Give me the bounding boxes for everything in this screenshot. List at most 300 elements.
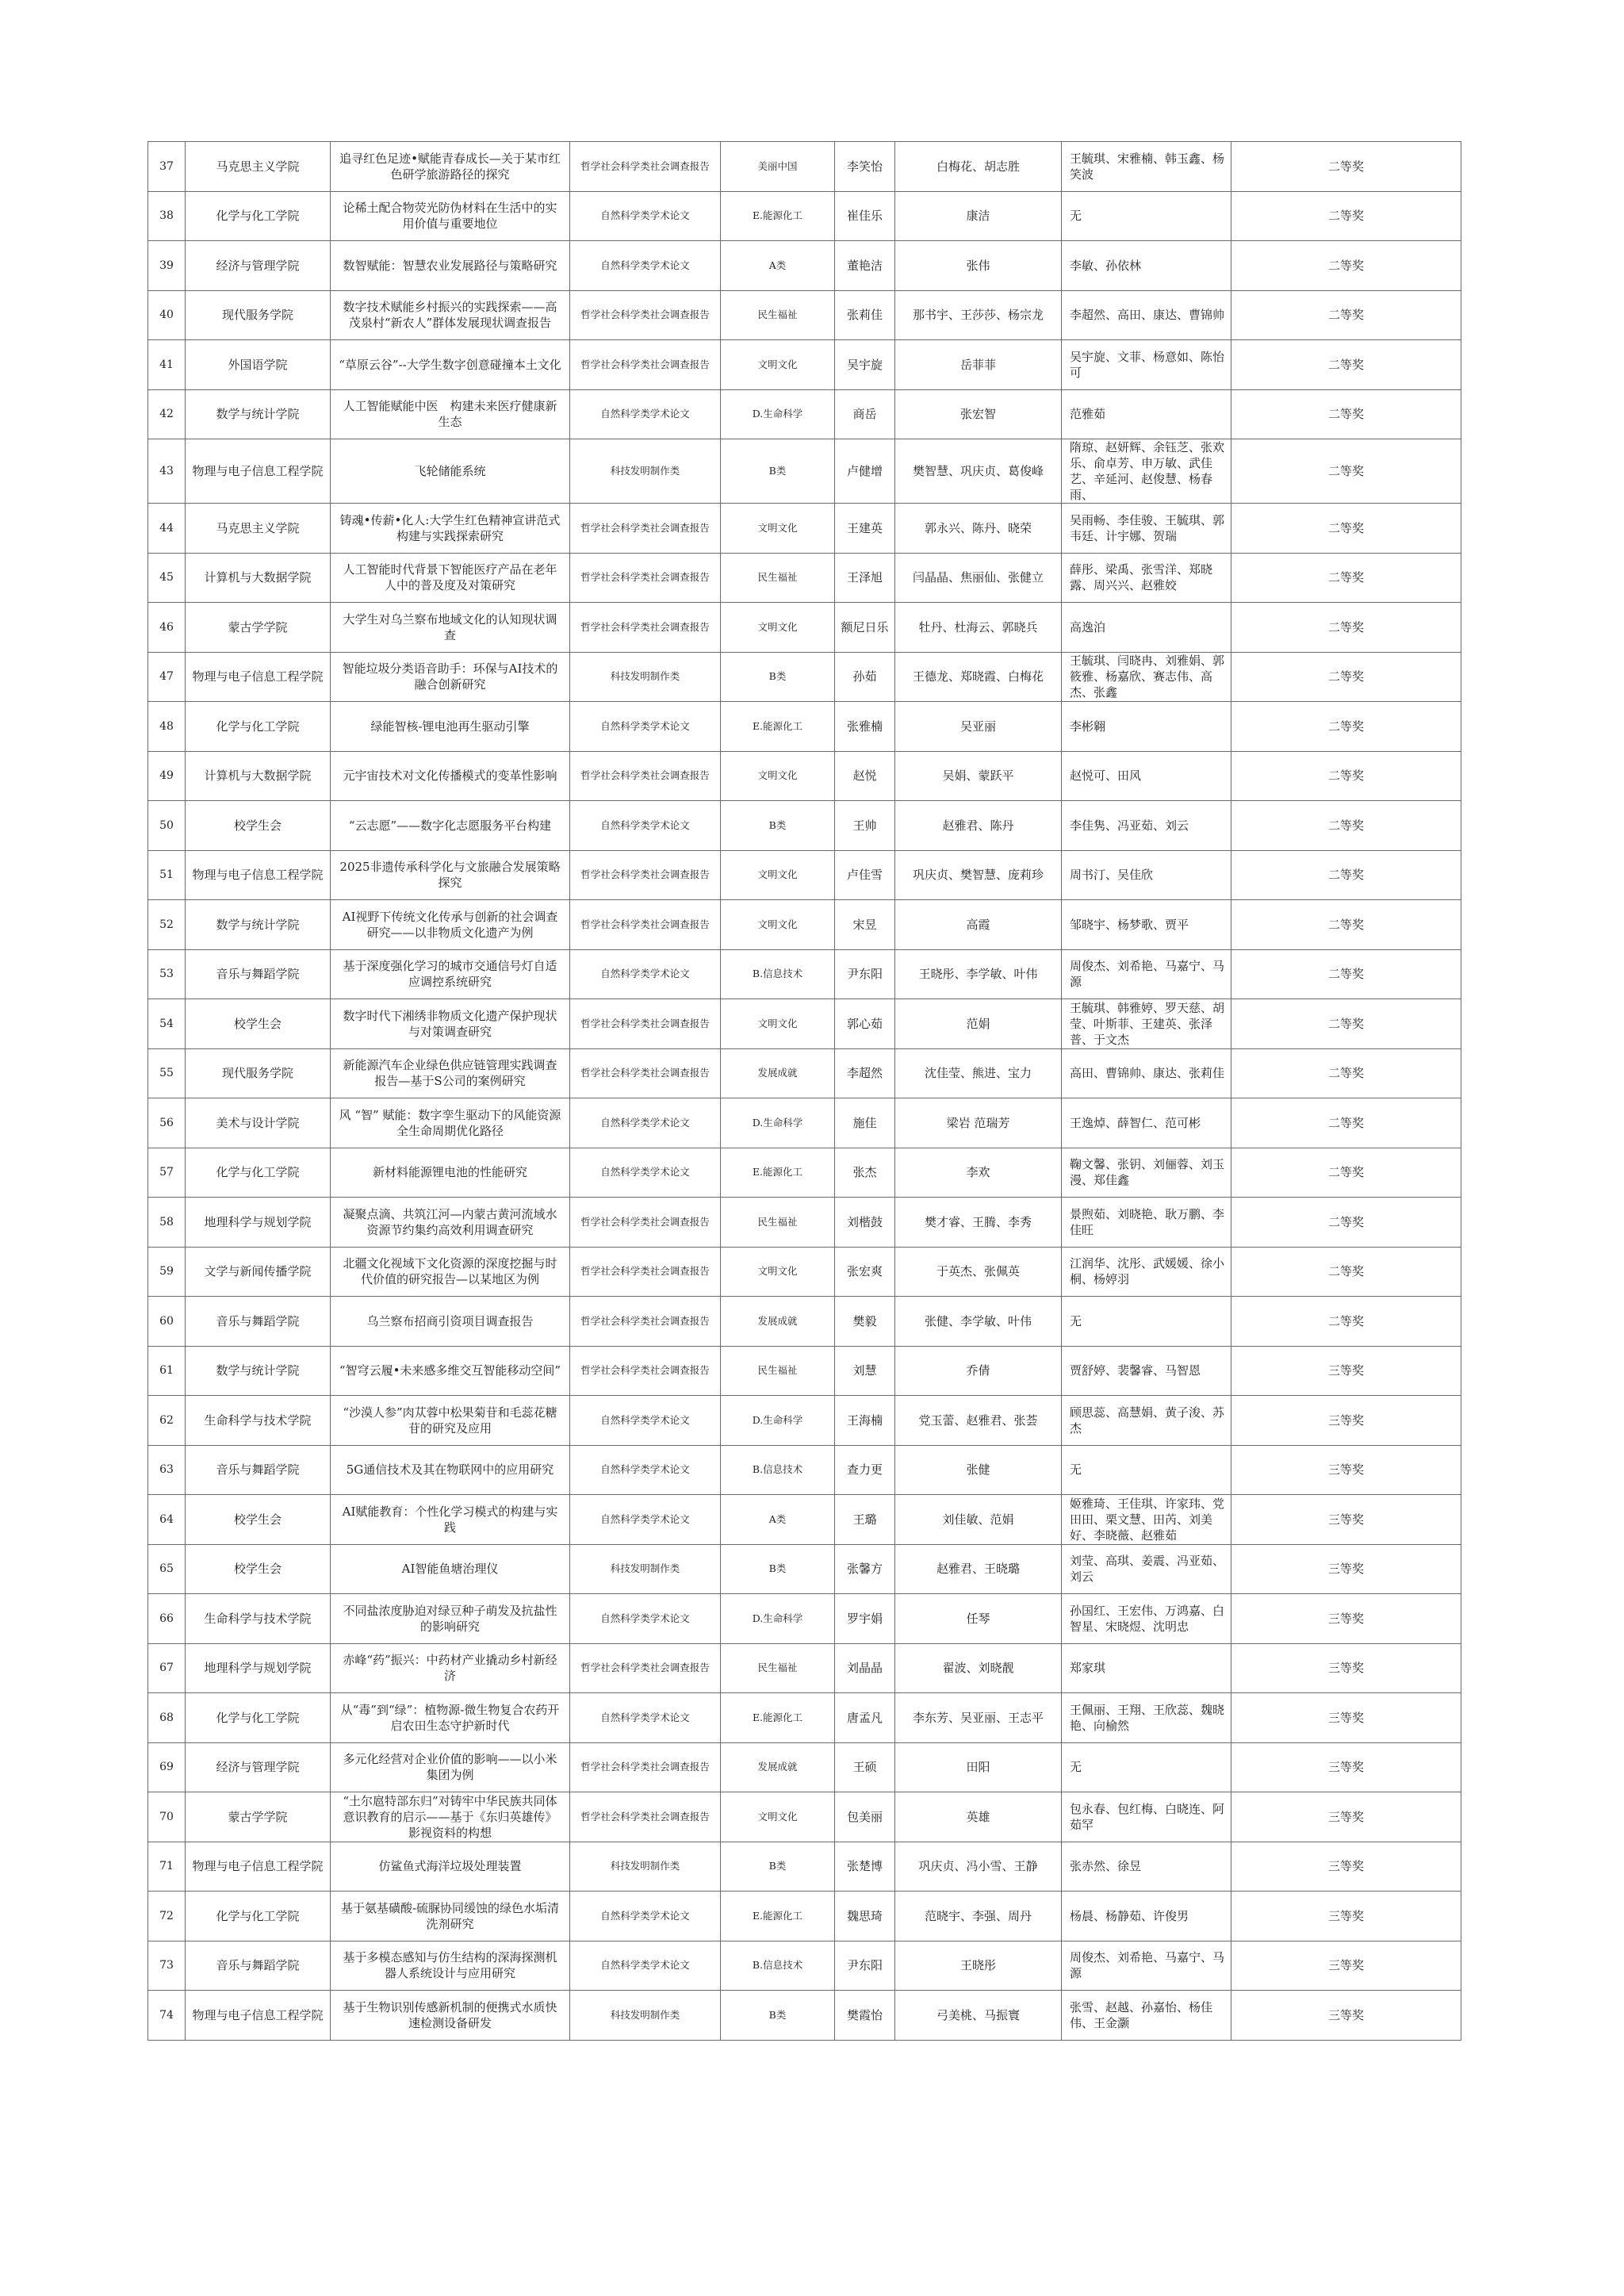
leader-cell: 王建英 bbox=[835, 504, 895, 554]
advisor-cell: 王德龙、郑晓霞、白梅花 bbox=[895, 652, 1062, 702]
members-cell: 高逸泊 bbox=[1062, 603, 1231, 653]
college-cell: 校学生会 bbox=[186, 1495, 331, 1545]
table-row bbox=[148, 1792, 1461, 1842]
college-cell: 校学生会 bbox=[186, 1544, 331, 1594]
category-cell: 自然科学类学术论文 bbox=[570, 241, 721, 291]
award-cell: 三等奖 bbox=[1231, 1892, 1461, 1941]
subcategory-cell: 文明文化 bbox=[721, 1247, 835, 1297]
leader-cell: 崔佳乐 bbox=[835, 191, 895, 241]
award-cell: 三等奖 bbox=[1231, 1742, 1461, 1792]
award-cell: 二等奖 bbox=[1231, 504, 1461, 554]
leader-cell: 王泽旭 bbox=[835, 553, 895, 603]
advisor-cell: 党玉蕾、赵雅君、张荟 bbox=[895, 1396, 1062, 1446]
leader-cell: 吴宇旋 bbox=[835, 340, 895, 390]
category-cell: 自然科学类学术论文 bbox=[570, 949, 721, 999]
college-cell: 校学生会 bbox=[186, 999, 331, 1049]
leader-cell: 张馨方 bbox=[835, 1544, 895, 1594]
advisor-cell: 梁岩 范瑞芳 bbox=[895, 1098, 1062, 1148]
table-row bbox=[148, 1643, 1461, 1693]
award-cell: 二等奖 bbox=[1231, 1247, 1461, 1297]
members-cell: 江润华、沈彤、武媛媛、徐小桐、杨婷羽 bbox=[1062, 1247, 1231, 1297]
table-row bbox=[148, 1445, 1461, 1495]
members-cell: 王佩丽、王翔、王欣蕊、魏晓艳、向榆然 bbox=[1062, 1693, 1231, 1743]
advisor-cell: 于英杰、张佩英 bbox=[895, 1247, 1062, 1297]
subcategory-cell: 美丽中国 bbox=[721, 142, 835, 192]
advisor-cell: 巩庆贞、冯小雪、王静 bbox=[895, 1842, 1062, 1892]
row-number: 45 bbox=[148, 553, 186, 603]
project-title-cell: 赤峰“药”振兴：中药材产业撬动乡村新经济 bbox=[331, 1643, 570, 1693]
subcategory-cell: 民生福祉 bbox=[721, 1198, 835, 1248]
advisor-cell: 翟波、刘晓靓 bbox=[895, 1643, 1062, 1693]
table-row bbox=[148, 1693, 1461, 1743]
project-title-cell: 元宇宙技术对文化传播模式的变革性影响 bbox=[331, 751, 570, 801]
project-title-cell: 凝聚点滴、共筑江河—内蒙古黄河流域水资源节约集约高效利用调查研究 bbox=[331, 1198, 570, 1248]
table-row bbox=[148, 1941, 1461, 1991]
members-cell: 杨晨、杨静茹、许俊男 bbox=[1062, 1892, 1231, 1941]
members-cell: 郑家琪 bbox=[1062, 1643, 1231, 1693]
members-cell: 周俊杰、刘希艳、马嘉宁、马源 bbox=[1062, 1941, 1231, 1991]
advisor-cell: 王晓彤、李学敏、叶伟 bbox=[895, 949, 1062, 999]
row-number: 60 bbox=[148, 1297, 186, 1347]
subcategory-cell: B类 bbox=[721, 1544, 835, 1594]
members-cell: 无 bbox=[1062, 1297, 1231, 1347]
table-body bbox=[148, 142, 1461, 2041]
members-cell: 孙国红、王宏伟、万鸿嘉、白智星、宋晓煜、沈明忠 bbox=[1062, 1594, 1231, 1644]
row-number: 73 bbox=[148, 1941, 186, 1991]
row-number: 68 bbox=[148, 1693, 186, 1743]
row-number: 57 bbox=[148, 1148, 186, 1198]
members-cell: 周俊杰、刘希艳、马嘉宁、马源 bbox=[1062, 949, 1231, 999]
college-cell: 经济与管理学院 bbox=[186, 241, 331, 291]
college-cell: 音乐与舞蹈学院 bbox=[186, 1941, 331, 1991]
table-row bbox=[148, 553, 1461, 603]
award-cell: 二等奖 bbox=[1231, 1148, 1461, 1198]
award-cell: 三等奖 bbox=[1231, 1495, 1461, 1545]
leader-cell: 卢健增 bbox=[835, 439, 895, 504]
award-cell: 二等奖 bbox=[1231, 850, 1461, 900]
project-title-cell: 风 “智” 赋能：数字孪生驱动下的风能资源全生命周期优化路径 bbox=[331, 1098, 570, 1148]
advisor-cell: 范晓宇、李强、周丹 bbox=[895, 1892, 1062, 1941]
college-cell: 化学与化工学院 bbox=[186, 702, 331, 752]
leader-cell: 郭心茹 bbox=[835, 999, 895, 1049]
row-number: 55 bbox=[148, 1048, 186, 1098]
table-row bbox=[148, 1148, 1461, 1198]
award-cell: 三等奖 bbox=[1231, 1991, 1461, 2041]
category-cell: 科技发明制作类 bbox=[570, 1544, 721, 1594]
category-cell: 哲学社会科学类社会调查报告 bbox=[570, 999, 721, 1049]
table-row bbox=[148, 1495, 1461, 1545]
award-cell: 三等奖 bbox=[1231, 1544, 1461, 1594]
leader-cell: 查力更 bbox=[835, 1445, 895, 1495]
project-title-cell: AI智能鱼塘治理仪 bbox=[331, 1544, 570, 1594]
row-number: 52 bbox=[148, 900, 186, 950]
category-cell: 自然科学类学术论文 bbox=[570, 389, 721, 439]
table-row bbox=[148, 801, 1461, 851]
leader-cell: 张莉佳 bbox=[835, 290, 895, 340]
category-cell: 科技发明制作类 bbox=[570, 439, 721, 504]
project-title-cell: 基于多模态感知与仿生结构的深海探测机器人系统设计与应用研究 bbox=[331, 1941, 570, 1991]
project-title-cell: “沙漠人参”肉苁蓉中松果菊苷和毛蕊花糖苷的研究及应用 bbox=[331, 1396, 570, 1446]
subcategory-cell: 民生福祉 bbox=[721, 290, 835, 340]
advisor-cell: 范娟 bbox=[895, 999, 1062, 1049]
college-cell: 经济与管理学院 bbox=[186, 1742, 331, 1792]
award-cell: 二等奖 bbox=[1231, 389, 1461, 439]
members-cell: 姬雅琦、王佳琪、许家玮、党田田、栗文慧、田芮、刘美好、李晓薇、赵雅茹 bbox=[1062, 1495, 1231, 1545]
award-cell: 二等奖 bbox=[1231, 290, 1461, 340]
advisor-cell: 英雄 bbox=[895, 1792, 1062, 1842]
subcategory-cell: A类 bbox=[721, 1495, 835, 1545]
project-title-cell: 乌兰察布招商引资项目调查报告 bbox=[331, 1297, 570, 1347]
category-cell: 自然科学类学术论文 bbox=[570, 1594, 721, 1644]
category-cell: 自然科学类学术论文 bbox=[570, 801, 721, 851]
members-cell: 隋琼、赵妍辉、余钰芝、张欢乐、俞卓芳、申万敏、武佳艺、辛延河、赵俊慧、杨春雨、 bbox=[1062, 439, 1231, 504]
award-cell: 二等奖 bbox=[1231, 801, 1461, 851]
project-title-cell: 仿鲨鱼式海洋垃圾处理装置 bbox=[331, 1842, 570, 1892]
project-title-cell: 人工智能时代背景下智能医疗产品在老年人中的普及度及对策研究 bbox=[331, 553, 570, 603]
members-cell: 张雪、赵越、孙嘉怡、杨佳伟、王金灏 bbox=[1062, 1991, 1231, 2041]
college-cell: 文学与新闻传播学院 bbox=[186, 1247, 331, 1297]
subcategory-cell: 文明文化 bbox=[721, 999, 835, 1049]
table-row bbox=[148, 340, 1461, 390]
members-cell: 王毓琪、韩雅婷、罗天慈、胡莹、叶斯菲、王建英、张泽普、于文杰 bbox=[1062, 999, 1231, 1049]
members-cell: 李超然、高田、康达、曹锦帅 bbox=[1062, 290, 1231, 340]
project-title-cell: 大学生对乌兰察布地域文化的认知现状调查 bbox=[331, 603, 570, 653]
table-row bbox=[148, 142, 1461, 192]
award-cell: 二等奖 bbox=[1231, 603, 1461, 653]
advisor-cell: 吴亚丽 bbox=[895, 702, 1062, 752]
award-cell: 二等奖 bbox=[1231, 553, 1461, 603]
members-cell: 李敏、孙依林 bbox=[1062, 241, 1231, 291]
row-number: 43 bbox=[148, 439, 186, 504]
award-cell: 二等奖 bbox=[1231, 1297, 1461, 1347]
category-cell: 哲学社会科学类社会调查报告 bbox=[570, 1643, 721, 1693]
advisor-cell: 张伟 bbox=[895, 241, 1062, 291]
project-title-cell: AI赋能教育：个性化学习模式的构建与实践 bbox=[331, 1495, 570, 1545]
category-cell: 哲学社会科学类社会调查报告 bbox=[570, 900, 721, 950]
leader-cell: 樊毅 bbox=[835, 1297, 895, 1347]
members-cell: 顾思蕊、高慧娟、黄子浚、苏杰 bbox=[1062, 1396, 1231, 1446]
leader-cell: 唐孟凡 bbox=[835, 1693, 895, 1743]
college-cell: 物理与电子信息工程学院 bbox=[186, 652, 331, 702]
leader-cell: 包美丽 bbox=[835, 1792, 895, 1842]
subcategory-cell: D.生命科学 bbox=[721, 1594, 835, 1644]
subcategory-cell: 文明文化 bbox=[721, 603, 835, 653]
advisor-cell: 张健、李学敏、叶伟 bbox=[895, 1297, 1062, 1347]
row-number: 44 bbox=[148, 504, 186, 554]
leader-cell: 魏思琦 bbox=[835, 1892, 895, 1941]
college-cell: 地理科学与规划学院 bbox=[186, 1643, 331, 1693]
advisor-cell: 高霞 bbox=[895, 900, 1062, 950]
award-cell: 二等奖 bbox=[1231, 652, 1461, 702]
college-cell: 生命科学与技术学院 bbox=[186, 1396, 331, 1446]
leader-cell: 孙茹 bbox=[835, 652, 895, 702]
members-cell: 王毓琪、宋雅楠、韩玉鑫、杨笑波 bbox=[1062, 142, 1231, 192]
advisor-cell: 巩庆贞、樊智慧、庞莉珍 bbox=[895, 850, 1062, 900]
project-title-cell: 基于氨基磺酸-硫脲协同缓蚀的绿色水垢清洗剂研究 bbox=[331, 1892, 570, 1941]
leader-cell: 李笑怡 bbox=[835, 142, 895, 192]
leader-cell: 施佳 bbox=[835, 1098, 895, 1148]
project-title-cell: 基于生物识别传感新机制的便携式水质快速检测设备研发 bbox=[331, 1991, 570, 2041]
college-cell: 现代服务学院 bbox=[186, 1048, 331, 1098]
college-cell: 音乐与舞蹈学院 bbox=[186, 1445, 331, 1495]
subcategory-cell: D.生命科学 bbox=[721, 389, 835, 439]
row-number: 59 bbox=[148, 1247, 186, 1297]
award-cell: 三等奖 bbox=[1231, 1693, 1461, 1743]
category-cell: 哲学社会科学类社会调查报告 bbox=[570, 603, 721, 653]
table-row bbox=[148, 389, 1461, 439]
table-row bbox=[148, 504, 1461, 554]
award-cell: 二等奖 bbox=[1231, 142, 1461, 192]
table-row bbox=[148, 1892, 1461, 1941]
leader-cell: 宋昱 bbox=[835, 900, 895, 950]
members-cell: 包永春、包红梅、白晓连、阿茹罕 bbox=[1062, 1792, 1231, 1842]
leader-cell: 张杰 bbox=[835, 1148, 895, 1198]
subcategory-cell: 文明文化 bbox=[721, 1792, 835, 1842]
college-cell: 校学生会 bbox=[186, 801, 331, 851]
subcategory-cell: D.生命科学 bbox=[721, 1098, 835, 1148]
subcategory-cell: 民生福祉 bbox=[721, 1346, 835, 1396]
leader-cell: 张雅楠 bbox=[835, 702, 895, 752]
leader-cell: 罗宇娟 bbox=[835, 1594, 895, 1644]
project-title-cell: 多元化经营对企业价值的影响——以小米集团为例 bbox=[331, 1742, 570, 1792]
leader-cell: 王帅 bbox=[835, 801, 895, 851]
award-cell: 二等奖 bbox=[1231, 1048, 1461, 1098]
members-cell: 无 bbox=[1062, 1742, 1231, 1792]
category-cell: 自然科学类学术论文 bbox=[570, 702, 721, 752]
college-cell: 物理与电子信息工程学院 bbox=[186, 439, 331, 504]
row-number: 58 bbox=[148, 1198, 186, 1248]
leader-cell: 卢佳雪 bbox=[835, 850, 895, 900]
members-cell: 吴宇旋、文菲、杨意如、陈怡可 bbox=[1062, 340, 1231, 390]
category-cell: 哲学社会科学类社会调查报告 bbox=[570, 340, 721, 390]
row-number: 61 bbox=[148, 1346, 186, 1396]
table-row bbox=[148, 1742, 1461, 1792]
advisor-cell: 刘佳敏、范娟 bbox=[895, 1495, 1062, 1545]
table-row bbox=[148, 1247, 1461, 1297]
category-cell: 哲学社会科学类社会调查报告 bbox=[570, 1792, 721, 1842]
row-number: 51 bbox=[148, 850, 186, 900]
members-cell: 张赤然、徐昱 bbox=[1062, 1842, 1231, 1892]
row-number: 39 bbox=[148, 241, 186, 291]
table-row bbox=[148, 1544, 1461, 1594]
advisor-cell: 吴娟、蒙跃平 bbox=[895, 751, 1062, 801]
category-cell: 自然科学类学术论文 bbox=[570, 1445, 721, 1495]
table-row bbox=[148, 1098, 1461, 1148]
leader-cell: 刘楷鼓 bbox=[835, 1198, 895, 1248]
table-row bbox=[148, 999, 1461, 1049]
project-title-cell: “智穹云履•未来感多维交互智能移动空间” bbox=[331, 1346, 570, 1396]
college-cell: 数学与统计学院 bbox=[186, 900, 331, 950]
college-cell: 马克思主义学院 bbox=[186, 142, 331, 192]
subcategory-cell: 文明文化 bbox=[721, 751, 835, 801]
category-cell: 自然科学类学术论文 bbox=[570, 1693, 721, 1743]
category-cell: 哲学社会科学类社会调查报告 bbox=[570, 751, 721, 801]
advisor-cell: 张宏智 bbox=[895, 389, 1062, 439]
advisor-cell: 樊智慧、巩庆贞、葛俊峰 bbox=[895, 439, 1062, 504]
award-cell: 三等奖 bbox=[1231, 1445, 1461, 1495]
category-cell: 科技发明制作类 bbox=[570, 1991, 721, 2041]
category-cell: 哲学社会科学类社会调查报告 bbox=[570, 142, 721, 192]
table-row bbox=[148, 191, 1461, 241]
college-cell: 马克思主义学院 bbox=[186, 504, 331, 554]
row-number: 49 bbox=[148, 751, 186, 801]
advisor-cell: 康洁 bbox=[895, 191, 1062, 241]
college-cell: 外国语学院 bbox=[186, 340, 331, 390]
advisor-cell: 李东芳、吴亚丽、王志平 bbox=[895, 1693, 1062, 1743]
project-title-cell: 绿能智核-锂电池再生驱动引擎 bbox=[331, 702, 570, 752]
members-cell: 范雅茹 bbox=[1062, 389, 1231, 439]
project-title-cell: “云志愿”——数字化志愿服务平台构建 bbox=[331, 801, 570, 851]
project-title-cell: 基于深度强化学习的城市交通信号灯自适应调控系统研究 bbox=[331, 949, 570, 999]
project-title-cell: 追寻红色足迹•赋能青春成长—关于某市红色研学旅游路径的探究 bbox=[331, 142, 570, 192]
college-cell: 化学与化工学院 bbox=[186, 1693, 331, 1743]
members-cell: 刘莹、高琪、姜震、冯亚茹、刘云 bbox=[1062, 1544, 1231, 1594]
advisor-cell: 田阳 bbox=[895, 1742, 1062, 1792]
subcategory-cell: 发展成就 bbox=[721, 1297, 835, 1347]
table-row bbox=[148, 652, 1461, 702]
category-cell: 自然科学类学术论文 bbox=[570, 1892, 721, 1941]
college-cell: 美术与设计学院 bbox=[186, 1098, 331, 1148]
subcategory-cell: B类 bbox=[721, 1842, 835, 1892]
row-number: 69 bbox=[148, 1742, 186, 1792]
subcategory-cell: B类 bbox=[721, 1991, 835, 2041]
award-cell: 二等奖 bbox=[1231, 949, 1461, 999]
leader-cell: 刘晶晶 bbox=[835, 1643, 895, 1693]
award-cell: 三等奖 bbox=[1231, 1643, 1461, 1693]
category-cell: 自然科学类学术论文 bbox=[570, 191, 721, 241]
members-cell: 无 bbox=[1062, 1445, 1231, 1495]
college-cell: 物理与电子信息工程学院 bbox=[186, 1842, 331, 1892]
table-row bbox=[148, 702, 1461, 752]
subcategory-cell: B类 bbox=[721, 801, 835, 851]
project-title-cell: “土尔扈特部东归”对铸牢中华民族共同体意识教育的启示——基于《东归英雄传》影视资料的构想 bbox=[331, 1792, 570, 1842]
category-cell: 哲学社会科学类社会调查报告 bbox=[570, 1198, 721, 1248]
college-cell: 现代服务学院 bbox=[186, 290, 331, 340]
subcategory-cell: E.能源化工 bbox=[721, 1892, 835, 1941]
project-title-cell: 不同盐浓度胁迫对绿豆种子萌发及抗盐性的影响研究 bbox=[331, 1594, 570, 1644]
college-cell: 化学与化工学院 bbox=[186, 1892, 331, 1941]
advisor-cell: 闫晶晶、焦丽仙、张健立 bbox=[895, 553, 1062, 603]
row-number: 63 bbox=[148, 1445, 186, 1495]
leader-cell: 李超然 bbox=[835, 1048, 895, 1098]
subcategory-cell: E.能源化工 bbox=[721, 1148, 835, 1198]
row-number: 42 bbox=[148, 389, 186, 439]
award-cell: 三等奖 bbox=[1231, 1941, 1461, 1991]
leader-cell: 商岳 bbox=[835, 389, 895, 439]
advisor-cell: 乔倩 bbox=[895, 1346, 1062, 1396]
project-title-cell: 数智赋能：智慧农业发展路径与策略研究 bbox=[331, 241, 570, 291]
subcategory-cell: 文明文化 bbox=[721, 340, 835, 390]
advisor-cell: 张健 bbox=[895, 1445, 1062, 1495]
project-title-cell: 北疆文化视域下文化资源的深度挖掘与时代价值的研究报告—以某地区为例 bbox=[331, 1247, 570, 1297]
awards-table bbox=[147, 141, 1461, 2041]
row-number: 70 bbox=[148, 1792, 186, 1842]
row-number: 72 bbox=[148, 1892, 186, 1941]
project-title-cell: 数字技术赋能乡村振兴的实践探索——高茂泉村“新农人”群体发展现状调查报告 bbox=[331, 290, 570, 340]
leader-cell: 尹东阳 bbox=[835, 949, 895, 999]
advisor-cell: 弓美桃、马振寰 bbox=[895, 1991, 1062, 2041]
members-cell: 赵悦可、田风 bbox=[1062, 751, 1231, 801]
category-cell: 科技发明制作类 bbox=[570, 652, 721, 702]
row-number: 54 bbox=[148, 999, 186, 1049]
table-row bbox=[148, 1346, 1461, 1396]
table-row bbox=[148, 1198, 1461, 1248]
row-number: 56 bbox=[148, 1098, 186, 1148]
row-number: 62 bbox=[148, 1396, 186, 1446]
row-number: 38 bbox=[148, 191, 186, 241]
members-cell: 景煦茹、刘晓艳、耿万鹏、李佳旺 bbox=[1062, 1198, 1231, 1248]
college-cell: 地理科学与规划学院 bbox=[186, 1198, 331, 1248]
table-row bbox=[148, 949, 1461, 999]
subcategory-cell: 文明文化 bbox=[721, 850, 835, 900]
college-cell: 音乐与舞蹈学院 bbox=[186, 1297, 331, 1347]
members-cell: 王毓琪、闫晓冉、刘雅娟、郭筱雅、杨嘉欣、赛志伟、高杰、张鑫 bbox=[1062, 652, 1231, 702]
award-cell: 三等奖 bbox=[1231, 1346, 1461, 1396]
award-cell: 三等奖 bbox=[1231, 1594, 1461, 1644]
college-cell: 数学与统计学院 bbox=[186, 1346, 331, 1396]
subcategory-cell: 发展成就 bbox=[721, 1048, 835, 1098]
category-cell: 哲学社会科学类社会调查报告 bbox=[570, 1247, 721, 1297]
members-cell: 无 bbox=[1062, 191, 1231, 241]
table-row bbox=[148, 439, 1461, 504]
advisor-cell: 郭永兴、陈丹、晓荣 bbox=[895, 504, 1062, 554]
row-number: 50 bbox=[148, 801, 186, 851]
subcategory-cell: 民生福祉 bbox=[721, 1643, 835, 1693]
category-cell: 哲学社会科学类社会调查报告 bbox=[570, 553, 721, 603]
subcategory-cell: D.生命科学 bbox=[721, 1396, 835, 1446]
row-number: 66 bbox=[148, 1594, 186, 1644]
advisor-cell: 李欢 bbox=[895, 1148, 1062, 1198]
row-number: 71 bbox=[148, 1842, 186, 1892]
leader-cell: 刘慧 bbox=[835, 1346, 895, 1396]
advisor-cell: 任琴 bbox=[895, 1594, 1062, 1644]
category-cell: 自然科学类学术论文 bbox=[570, 1941, 721, 1991]
row-number: 53 bbox=[148, 949, 186, 999]
members-cell: 李彬翱 bbox=[1062, 702, 1231, 752]
members-cell: 鞠文馨、张钥、刘俪蓉、刘玉漫、郑佳鑫 bbox=[1062, 1148, 1231, 1198]
table-row bbox=[148, 1991, 1461, 2041]
award-cell: 三等奖 bbox=[1231, 1792, 1461, 1842]
category-cell: 自然科学类学术论文 bbox=[570, 1396, 721, 1446]
college-cell: 蒙古学学院 bbox=[186, 1792, 331, 1842]
subcategory-cell: 民生福祉 bbox=[721, 553, 835, 603]
table-row bbox=[148, 1396, 1461, 1446]
category-cell: 哲学社会科学类社会调查报告 bbox=[570, 850, 721, 900]
award-cell: 二等奖 bbox=[1231, 900, 1461, 950]
members-cell: 邹晓宇、杨梦歌、贾平 bbox=[1062, 900, 1231, 950]
award-cell: 二等奖 bbox=[1231, 1198, 1461, 1248]
project-title-cell: 论稀土配合物荧光防伪材料在生活中的实用价值与重要地位 bbox=[331, 191, 570, 241]
award-cell: 二等奖 bbox=[1231, 702, 1461, 752]
row-number: 64 bbox=[148, 1495, 186, 1545]
category-cell: 哲学社会科学类社会调查报告 bbox=[570, 1346, 721, 1396]
project-title-cell: 飞轮储能系统 bbox=[331, 439, 570, 504]
subcategory-cell: E.能源化工 bbox=[721, 1693, 835, 1743]
award-cell: 三等奖 bbox=[1231, 1396, 1461, 1446]
leader-cell: 王璐 bbox=[835, 1495, 895, 1545]
row-number: 46 bbox=[148, 603, 186, 653]
subcategory-cell: B类 bbox=[721, 439, 835, 504]
project-title-cell: 铸魂•传薪•化人:大学生红色精神宣讲范式构建与实践探索研究 bbox=[331, 504, 570, 554]
award-cell: 二等奖 bbox=[1231, 241, 1461, 291]
leader-cell: 樊霞怡 bbox=[835, 1991, 895, 2041]
subcategory-cell: B类 bbox=[721, 652, 835, 702]
table-row bbox=[148, 290, 1461, 340]
subcategory-cell: E.能源化工 bbox=[721, 191, 835, 241]
leader-cell: 尹东阳 bbox=[835, 1941, 895, 1991]
members-cell: 高田、曹锦帅、康达、张莉佳 bbox=[1062, 1048, 1231, 1098]
project-title-cell: 数字时代下湘绣非物质文化遗产保护现状与对策调查研究 bbox=[331, 999, 570, 1049]
